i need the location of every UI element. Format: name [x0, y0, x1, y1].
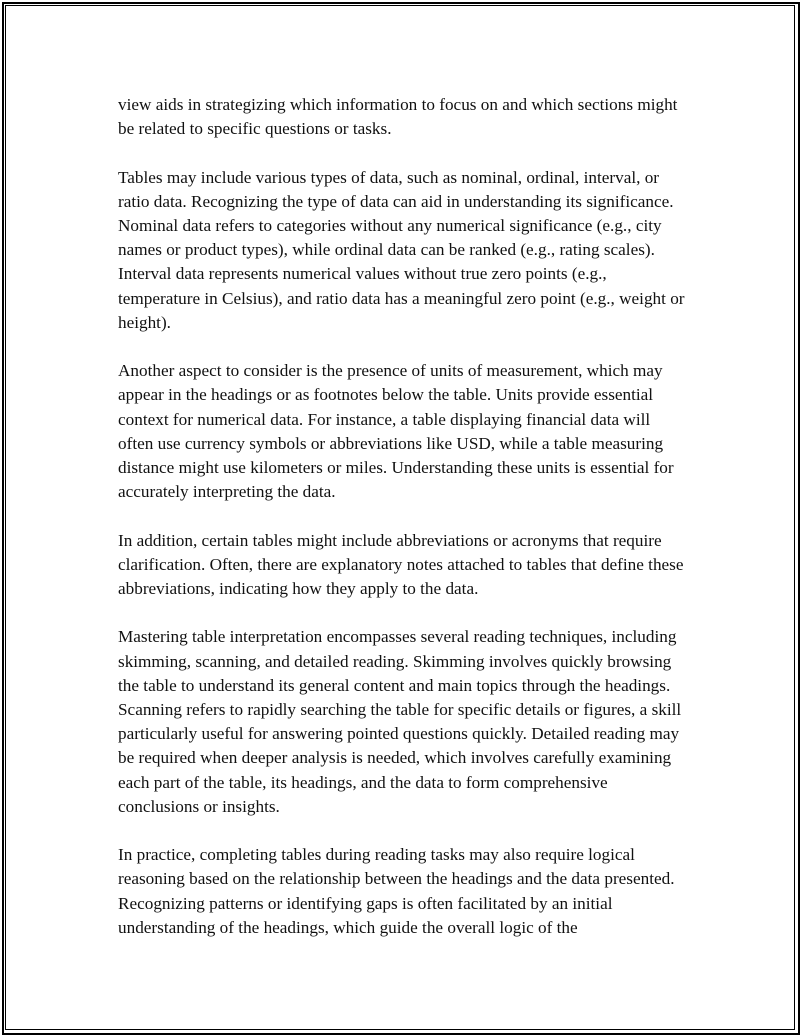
- paragraph-6: In practice, completing tables during reading tasks may also require logical reasoning based on the relationship between the headings and the data presented. Recognizing patterns or identifying gaps is often facilitated by an initial understanding of the headings, which guide the overall logic of the: [118, 845, 675, 937]
- paragraph-2: Tables may include various types of data, such as nominal, ordinal, interval, or ratio data. Recognizing the type of data can aid in understanding its significance. Nominal data refers to categories without any numerical significance (e.g., city names or product types), while ordinal data can be ranked (e.g., rating scales). Interval data represents numerical values without true zero points (e.g., temperature in Celsius), and ratio data has a meaningful zero point (e.g., weight or height).: [118, 167, 685, 332]
- paragraph-4: In addition, certain tables might include abbreviations or acronyms that require clarification. Often, there are explanatory notes attached to tables that define these abbreviations, indicating how they apply to the data.: [118, 530, 684, 599]
- paragraph-1: view aids in strategizing which information to focus on and which sections might be related to specific questions or tasks.: [118, 95, 678, 139]
- paragraph-5: Mastering table interpretation encompasses several reading techniques, including skimming, scanning, and detailed reading. Skimming involves quickly browsing the table to understand its general content and main topics through the headings. Scanning refers to rapidly searching the table for specific details or figures, a skill particularly useful for answering pointed questions quickly. Detailed reading may be required when deeper analysis is needed, which involves carefully examining each part of the table, its headings, and the data to form comprehensive conclusions or insights.: [118, 627, 682, 816]
- document-body: [118, 93, 688, 964]
- paragraph-3: Another aspect to consider is the presence of units of measurement, which may appear in the headings or as footnotes below the table. Units provide essential context for numerical data. For instance, a table displaying financial data will often use currency symbols or abbreviations like USD, while a table measuring distance might use kilometers or miles. Understanding these units is essential for accurately interpreting the data.: [118, 361, 674, 502]
